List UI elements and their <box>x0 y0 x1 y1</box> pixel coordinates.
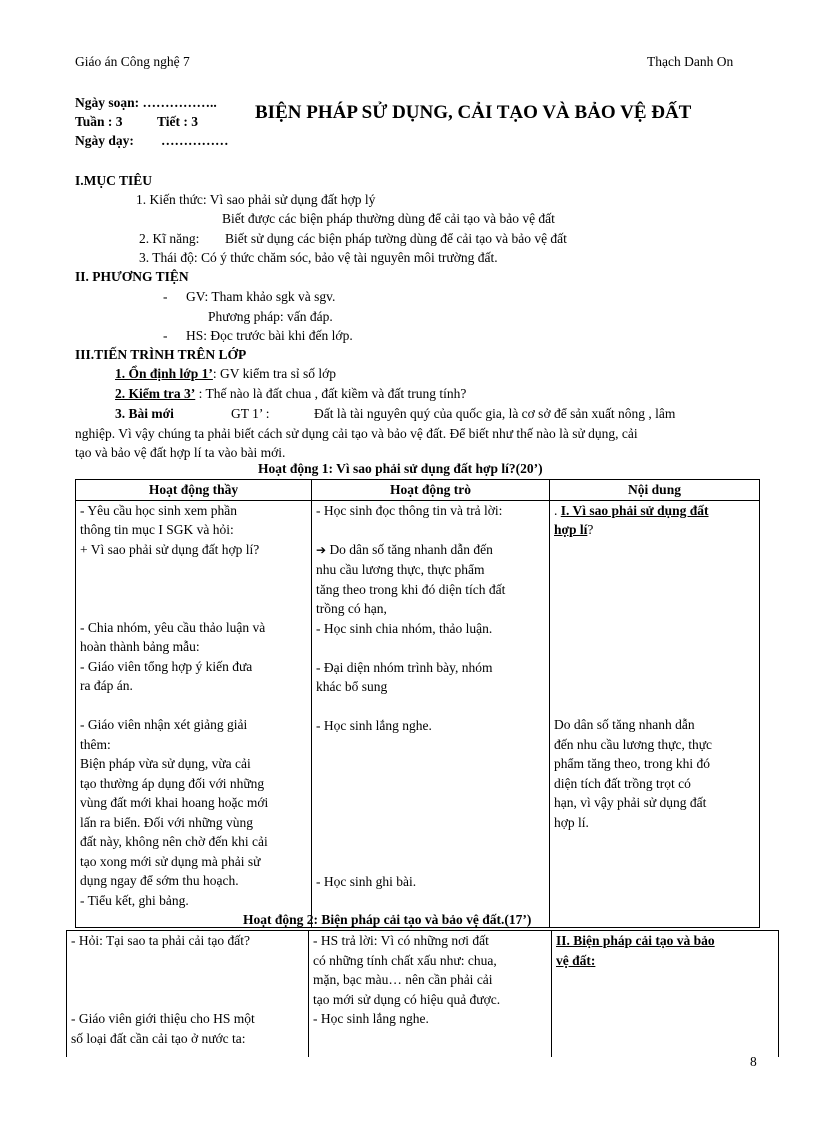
teacher-line: dụng ngay để sớm thu hoạch. <box>80 873 239 888</box>
student-line: tăng theo trong khi đó diện tích đất <box>316 581 506 597</box>
student-activity-cell <box>309 931 552 1057</box>
resource-teacher: GV: Tham khảo sgk và sgv. <box>186 289 336 304</box>
column-header-student: Hoạt động trò <box>312 480 550 501</box>
step-check: 2. Kiểm tra 3’ : Thế nào là đất chua , đất kiềm và đất trung tính? <box>115 386 467 401</box>
preparation-date: Ngày soạn: …………….. <box>75 95 217 110</box>
content-cell <box>550 500 760 927</box>
student-line: - Học sinh ghi bài. <box>316 874 417 889</box>
arrow-right-icon: ➔ <box>316 542 327 557</box>
objective-attitude: 3. Thái độ: Có ý thức chăm sóc, bảo vệ tài nguyên môi trường đất. <box>139 250 498 265</box>
student-line: - Học sinh chia nhóm, thảo luận. <box>316 620 493 636</box>
teacher-line: hoàn thành bảng mẫu: <box>80 639 200 654</box>
content-heading-2: vệ đất: <box>556 952 596 968</box>
student-line: khác bổ sung <box>316 679 388 694</box>
resource-student: HS: Đọc trước bài khi đến lớp. <box>186 328 353 343</box>
section-resources-heading: II. PHƯƠNG TIỆN <box>75 269 189 284</box>
content-line: diện tích đất trồng trọt có <box>554 775 691 791</box>
teacher-line: vùng đất mới khai hoang hoặc mới <box>80 795 269 810</box>
teacher-line: - Giáo viên nhận xét giảng giải <box>80 717 248 732</box>
teacher-line: - Giáo viên tổng hợp ý kiến đưa <box>80 658 253 674</box>
running-header-right: Thạch Danh On <box>647 54 734 69</box>
objective-skill-text: Biết sử dụng các biện pháp tường dùng để cải tạo và bảo vệ đất <box>225 231 567 246</box>
teacher-line: tạo thường áp dụng đối với những <box>80 775 265 791</box>
teacher-line: thông tin mục I SGK và hỏi: <box>80 522 234 537</box>
student-line: có những tính chất xấu như: chua, <box>313 952 497 968</box>
teacher-line: ra đáp án. <box>80 678 133 693</box>
teaching-date-label: Ngày dạy: <box>75 133 134 148</box>
activity-2-heading: Hoạt động 2: Biện pháp cải tạo và bảo vệ đất.(17’) <box>243 912 532 927</box>
objective-skill-label: 2. Kĩ năng: <box>139 231 200 246</box>
period-number: Tiết : 3 <box>157 114 198 129</box>
student-line: - Học sinh lắng nghe. <box>313 1011 429 1026</box>
step-new-lesson-label: 3. Bài mới <box>115 406 174 421</box>
teacher-line: lấn ra biển. Đối với những vùng <box>80 814 254 830</box>
column-header-content: Nội dung <box>550 480 760 501</box>
student-line: mặn, bạc màu… nên cần phải cải <box>313 972 493 987</box>
student-line: tạo mới sử dụng có hiệu quả được. <box>313 991 501 1007</box>
activity-1-table <box>75 479 760 928</box>
teacher-line: - Giáo viên giới thiệu cho HS một <box>71 1011 255 1026</box>
teacher-line: - Tiểu kết, ghi bảng. <box>80 892 189 908</box>
teacher-line: số loại đất cần cải tạo ở nước ta: <box>71 1030 246 1046</box>
content-cell <box>552 931 779 1057</box>
student-activity-cell <box>312 500 550 927</box>
content-line: đến nhu cầu lương thực, thực <box>554 736 713 752</box>
section-objectives-heading: I.MỤC TIÊU <box>75 173 153 188</box>
student-line: - HS trả lời: Vì có những nơi đất <box>313 933 489 948</box>
content-line: hạn, vì vậy phải sử dụng đất <box>554 795 707 810</box>
page-number: 8 <box>750 1054 757 1069</box>
content-line: Do dân số tăng nhanh dẫn <box>554 717 695 732</box>
teacher-line: + Vì sao phải sử dụng đất hợp lí? <box>80 541 260 557</box>
teacher-line: - Chia nhóm, yêu cầu thảo luận và <box>80 619 266 635</box>
content-heading: . I. Vì sao phải sử dụng đất <box>554 502 709 518</box>
content-heading-2: hợp lí? <box>554 522 594 537</box>
step-new-lesson-text-1: Đất là tài nguyên quý của quốc gia, là cơ sở để sản xuất nông , lâm <box>314 406 676 421</box>
step-class-order: 1. Ổn định lớp 1’: GV kiểm tra sỉ số lớp <box>115 366 337 381</box>
week-number: Tuần : 3 <box>75 114 123 129</box>
step-new-lesson-text-2: nghiệp. Vì vậy chúng ta phải biết cách sử dụng cải tạo và bảo vệ đất. Để biết như thế nào là sử dụng, cải <box>75 426 638 441</box>
student-line: trồng có hạn, <box>316 601 387 616</box>
teacher-line: đất này, không nên chờ đến khi cải <box>80 834 268 849</box>
lesson-title: BIỆN PHÁP SỬ DỤNG, CẢI TẠO VÀ BẢO VỆ ĐẤT <box>255 102 692 123</box>
column-header-teacher: Hoạt động thầy <box>76 480 312 501</box>
student-line: nhu cầu lương thực, thực phẩm <box>316 562 485 577</box>
resource-dash: - <box>163 289 168 304</box>
running-header-left: Giáo án Công nghệ 7 <box>75 54 190 69</box>
teacher-line: - Yêu cầu học sinh xem phần <box>80 502 237 518</box>
objective-knowledge-2: Biết được các biện pháp thường dùng để cải tạo và bảo vệ đất <box>222 211 555 226</box>
activity-1-heading: Hoạt động 1: Vì sao phải sử dụng đất hợp lí?(20’) <box>258 461 543 476</box>
resource-method: Phương pháp: vấn đáp. <box>208 309 333 324</box>
teacher-activity-cell <box>67 931 309 1057</box>
content-heading: II. Biện pháp cải tạo và bảo <box>556 933 715 948</box>
step-new-lesson-text-3: tạo và bảo vệ đất hợp lí ta vào bài mới. <box>75 445 286 460</box>
step-new-lesson-intro: GT 1’ : <box>231 406 270 421</box>
section-procedure-heading: III.TIẾN TRÌNH TRÊN LỚP <box>75 347 247 362</box>
student-line: ➔ Do dân số tăng nhanh dẫn đến <box>316 541 493 557</box>
activity-2-table <box>66 930 779 1057</box>
student-line: - Đại diện nhóm trình bày, nhóm <box>316 659 493 675</box>
content-line: hợp lí. <box>554 814 589 830</box>
content-line: phẩm tăng theo, trong khi đó <box>554 756 710 771</box>
teacher-line: tạo xong mới sử dụng mà phải sử <box>80 853 261 869</box>
teacher-line: Biện pháp vừa sử dụng, vừa cải <box>80 756 251 771</box>
objective-knowledge: 1. Kiến thức: Vì sao phải sử dụng đất hợp lý <box>136 192 376 207</box>
student-line: - Học sinh đọc thông tin và trả lời: <box>316 502 503 518</box>
teacher-line: thêm: <box>80 736 111 752</box>
resource-dash-2: - <box>163 328 168 343</box>
teacher-activity-cell <box>76 500 312 927</box>
student-line: - Học sinh lắng nghe. <box>316 718 432 733</box>
teacher-line: - Hỏi: Tại sao ta phải cải tạo đất? <box>71 933 250 948</box>
teaching-date-value: …………… <box>161 133 229 148</box>
